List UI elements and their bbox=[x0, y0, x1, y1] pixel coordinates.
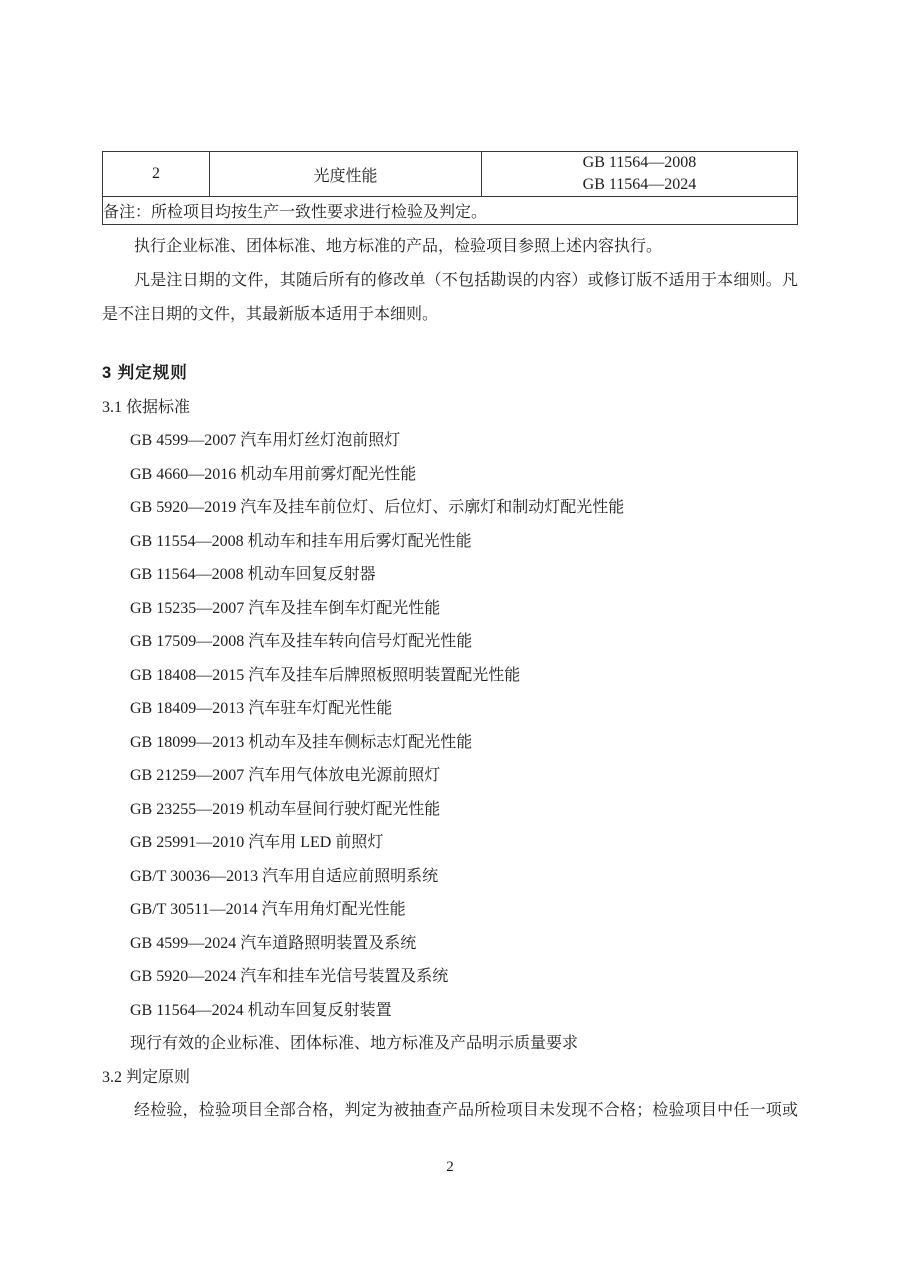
standard-item: GB 17509—2008 汽车及挂车转向信号灯配光性能 bbox=[130, 633, 473, 650]
section-heading-3: 3 判定规则 bbox=[102, 364, 188, 382]
table-row bbox=[103, 152, 798, 197]
standard-item: GB 11564—2008 机动车回复反射器 bbox=[130, 566, 376, 583]
standard-item: GB 15235—2007 汽车及挂车倒车灯配光性能 bbox=[130, 599, 441, 617]
paragraph-judgement-principle: 经检验，检验项目全部合格，判定为被抽查产品所检项目未发现不合格；检验项目中任一项或 bbox=[134, 1102, 798, 1119]
standard-item: GB 18409—2013 汽车驻车灯配光性能 bbox=[130, 700, 393, 717]
subsection-3-1: 3.1 依据标准 bbox=[102, 398, 191, 416]
standard-item: GB 5920—2019 汽车及挂车前位灯、后位灯、示廓灯和制动灯配光性能 bbox=[130, 499, 625, 516]
standard-item: GB 4599—2024 汽车道路照明装置及系统 bbox=[130, 934, 417, 952]
page-number: 2 bbox=[446, 1159, 454, 1175]
standard-item: GB 21259—2007 汽车用气体放电光源前照灯 bbox=[130, 767, 441, 784]
standard-item: GB 18099—2013 机动车及挂车侧标志灯配光性能 bbox=[130, 733, 473, 751]
standard-item: GB 25991—2010 汽车用 LED 前照灯 bbox=[130, 834, 384, 851]
standard-item: GB 11554—2008 机动车和挂车用后雾灯配光性能 bbox=[130, 532, 472, 550]
paragraph-dated-documents bbox=[102, 264, 798, 331]
table-cell-index: 2 bbox=[103, 152, 210, 197]
standard-item: GB/T 30036—2013 汽车用自适应前照明系统 bbox=[130, 867, 439, 885]
paragraph-line: 是不注日期的文件，其最新版本适用于本细则。 bbox=[102, 305, 439, 323]
other-standards-line: 现行有效的企业标准、团体标准、地方标准及产品明示质量要求 bbox=[130, 1035, 579, 1052]
paragraph-exec-standards: 执行企业标准、团体标准、地方标准的产品，检验项目参照上述内容执行。 bbox=[134, 238, 663, 255]
standard-item: GB 4660—2016 机动车用前雾灯配光性能 bbox=[130, 465, 417, 483]
standard-item: GB 11564—2024 机动车回复反射装置 bbox=[130, 1001, 392, 1019]
page-content bbox=[102, 151, 798, 1128]
standards-list bbox=[102, 424, 798, 1027]
subsection-3-2: 3.2 判定原则 bbox=[102, 1068, 191, 1086]
standard-ref: GB 11564—2024 bbox=[582, 176, 697, 193]
table-cell-standards bbox=[482, 152, 798, 197]
table-cell-item: 光度性能 bbox=[210, 152, 482, 197]
inspection-table bbox=[102, 151, 798, 225]
standard-ref: GB 11564—2008 bbox=[582, 154, 697, 171]
standard-item: GB 5920—2024 汽车和挂车光信号装置及系统 bbox=[130, 968, 449, 985]
standard-item: GB 18408—2015 汽车及挂车后牌照板照明装置配光性能 bbox=[130, 666, 521, 684]
standard-item: GB/T 30511—2014 汽车用角灯配光性能 bbox=[130, 901, 406, 918]
paragraph-line: 凡是注日期的文件，其随后所有的修改单（不包括勘误的内容）或修订版不适用于本细则。凡 bbox=[134, 272, 798, 289]
standard-item: GB 23255—2019 机动车昼间行驶灯配光性能 bbox=[130, 800, 441, 818]
table-note-row bbox=[103, 197, 798, 225]
table-note: 备注：所检项目均按生产一致性要求进行检验及判定。 bbox=[103, 197, 798, 225]
standard-item: GB 4599—2007 汽车用灯丝灯泡前照灯 bbox=[130, 432, 401, 449]
